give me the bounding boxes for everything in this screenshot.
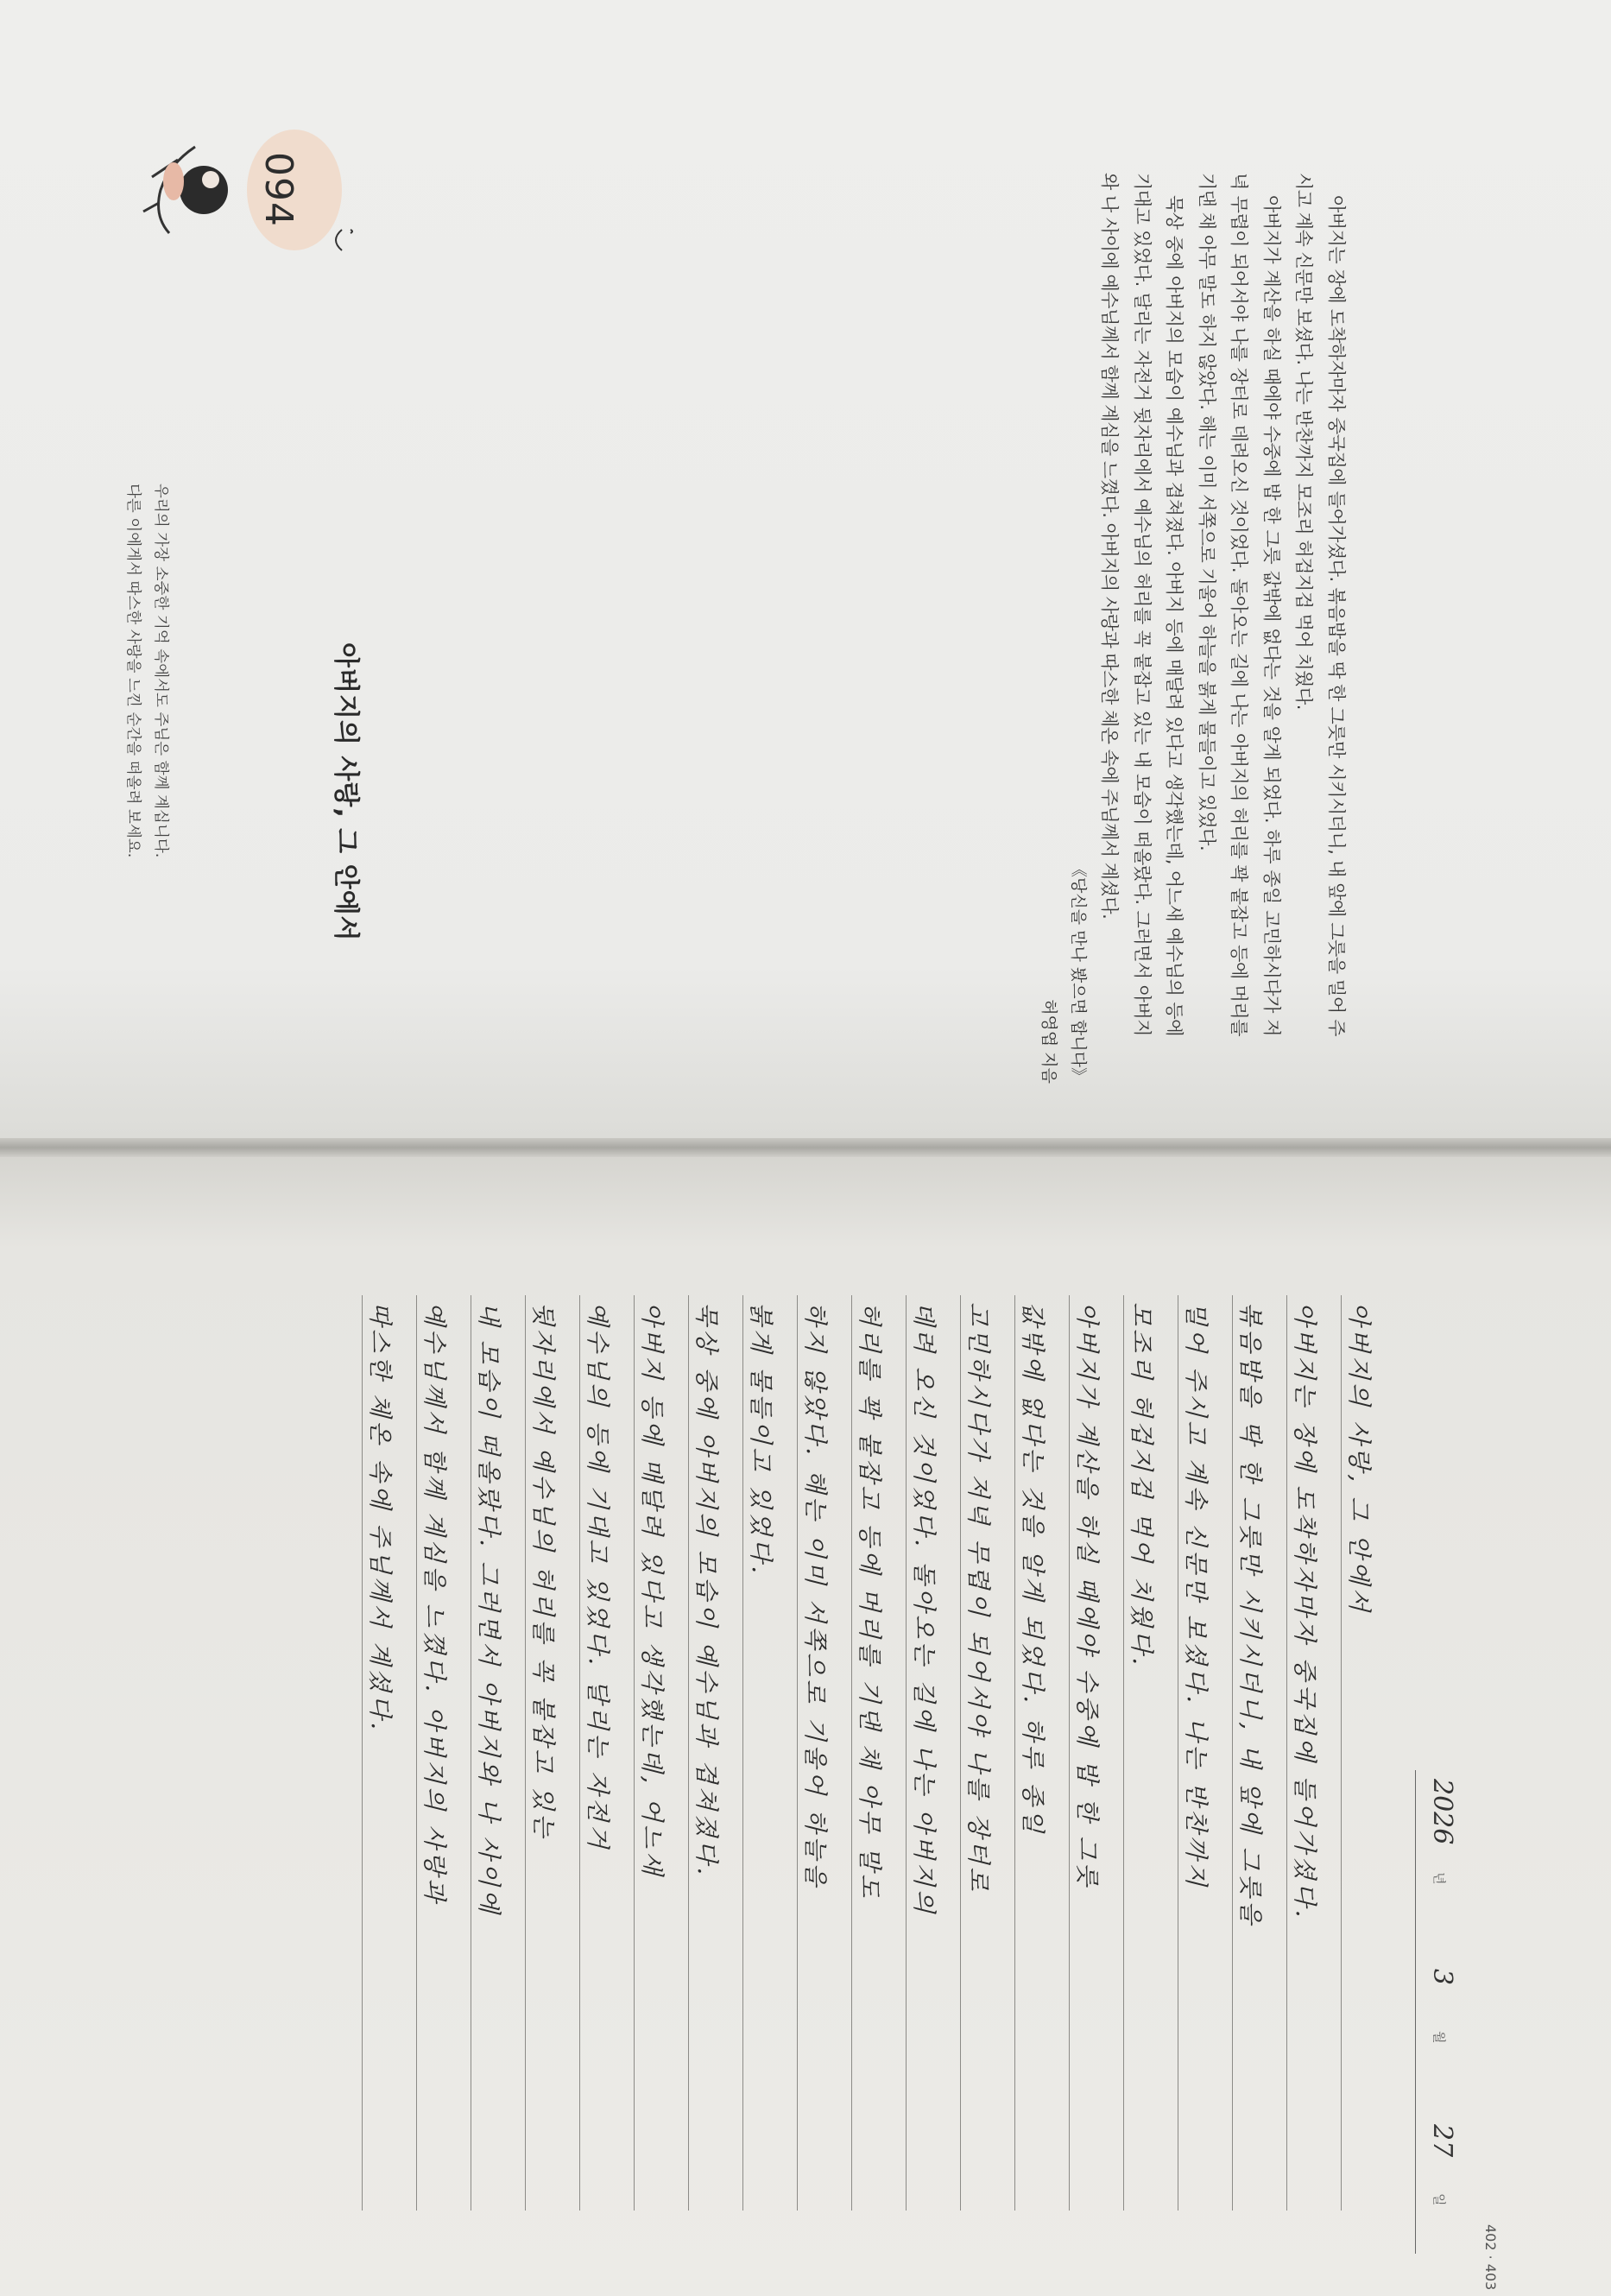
handwritten-line: 붉게 물들이고 있었다. [742, 1295, 797, 2211]
date-month-label: 월 [1431, 2031, 1447, 2044]
caption-line: 다른 이에게서 따스한 사랑을 느낀 순간을 떠올려 보세요. [124, 484, 142, 858]
meditation-text [1093, 173, 1352, 1036]
paragraph: 아버지는 장에 도착하자마자 중국집에 들어가셨다. 볶음밥을 딱 한 그릇만 시키시더니, 내 앞에 그릇을 밀어 주시고 계속 신문만 보셨다. 나는 반찬까지 모조리 허겁지겁 먹어 치웠다. [1293, 173, 1347, 1036]
page-title: 아버지의 사랑, 그 안에서 [331, 642, 361, 942]
handwritten-line: 예수님께서 함께 계심을 느꼈다. 아버지의 사랑과 [416, 1295, 471, 2211]
source-citation [1034, 721, 1093, 1084]
source-author: 허영엽 지음 [1039, 999, 1058, 1084]
date-day-label: 일 [1431, 2193, 1447, 2206]
date-month: 3 [1427, 1969, 1457, 1986]
book-gutter [0, 1138, 1611, 1157]
left-page [0, 0, 1611, 1138]
page-numbers: 402 · 403 [1482, 2224, 1499, 2291]
date-year-label: 년 [1431, 1872, 1447, 1885]
handwritten-line: 값밖에 없다는 것을 알게 되었다. 하루 종일 [1014, 1295, 1069, 2211]
handwritten-line: 볶음밥을 딱 한 그릇만 시키시더니, 내 앞에 그릇을 [1232, 1295, 1286, 2211]
date-year: 2026 [1427, 1779, 1457, 1845]
smile-icon [326, 223, 361, 257]
handwritten-line: 따스한 체온 속에 주님께서 계셨다. [362, 1295, 416, 2211]
handwritten-line: 내 모습이 떠올랐다. 그러면서 아버지와 나 사이에 [471, 1295, 525, 2211]
reflection-prompt [119, 484, 174, 1174]
date-underline [1415, 1770, 1416, 2254]
handwritten-line: 아버지의 사랑, 그 안에서 [1341, 1295, 1395, 2211]
entry-number: 094 [256, 152, 300, 227]
handwritten-line: 아버지 등에 매달려 있다고 생각했는데, 어느새 [634, 1295, 688, 2211]
handwritten-line: 뒷자리에서 예수님의 허리를 꼭 붙잡고 있는 [525, 1295, 579, 2211]
handwritten-line: 모조리 허겁지겁 먹어 치웠다. [1123, 1295, 1178, 2211]
handwritten-line: 예수님의 등에 기대고 있었다. 달리는 자전거 [579, 1295, 634, 2211]
handwritten-line: 허리를 꽉 붙잡고 등에 머리를 기댄 채 아무 말도 [851, 1295, 906, 2211]
handwritten-line: 고민하시다가 저녁 무렵이 되어서야 나를 장터로 [960, 1295, 1014, 2211]
source-book: 《당신을 만나 봤으면 합니다》 [1069, 860, 1088, 1084]
date-day: 27 [1427, 2124, 1457, 2158]
handwritten-line: 하지 않았다. 해는 이미 서쪽으로 기울어 하늘을 [797, 1295, 851, 2211]
person-illustration [135, 130, 256, 250]
handwritten-line: 아버지는 장에 도착하자마자 중국집에 들어가셨다. [1286, 1295, 1341, 2211]
handwritten-line: 밀어 주시고 계속 신문만 보셨다. 나는 반찬까지 [1178, 1295, 1232, 2211]
handwritten-line: 묵상 중에 아버지의 모습이 예수님과 겹쳐졌다. [688, 1295, 742, 2211]
caption-line: 우리의 가장 소중한 기억 속에서도 주님은 함께 계십니다. [152, 484, 169, 858]
handwritten-line: 아버지가 계산을 하실 때에야 수중에 밥 한 그릇 [1069, 1295, 1123, 2211]
paragraph: 묵상 중에 아버지의 모습이 예수님과 겹쳐졌다. 아버지 등에 매달려 있다고 생각했는데, 어느새 예수님의 등에 기대고 있었다. 달리는 자전거 뒷자리에서 예수님의 허리를 꼭 붙잡고 있는 내 모습이 떠올랐다. 그러면서 아버지와 나 사이에 예수님께서 함께 계심을 느꼈다. 아버지의 사랑과 따스한 체온 속에 주님께서 계셨다. [1099, 173, 1185, 1036]
handwritten-line: 데려 오신 것이었다. 돌아오는 길에 나는 아버지의 [906, 1295, 960, 2211]
paragraph: 아버지가 계산을 하실 때에야 수중에 밥 한 그릇 값밖에 없다는 것을 알게 되었다. 하루 종일 고민하시다가 저녁 무렵이 되어서야 나를 장터로 데려오신 것이었다. 돌아오는 길에 나는 아버지의 허리를 꽉 붙잡고 등에 머리를 기댄 채 아무 말도 하지 않았다. 해는 이미 서쪽으로 기울어 하늘을 붉게 물들이고 있었다. [1197, 173, 1282, 1036]
handwriting-area [362, 1295, 1395, 2211]
